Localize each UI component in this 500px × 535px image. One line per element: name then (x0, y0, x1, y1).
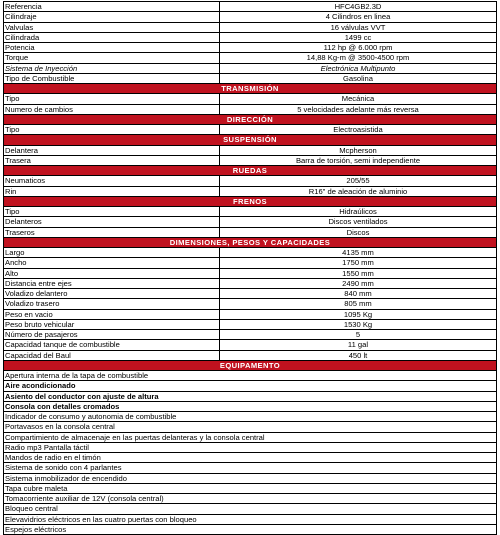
equipment-item (3, 484, 497, 494)
spec-row (3, 74, 497, 84)
equipment-label: Consola con detalles cromados (5, 401, 120, 411)
equipment-label: Radio mp3 Pantalla táctil (5, 442, 89, 452)
spec-label: Tipo (4, 207, 220, 216)
section-title: EQUIPAMENTO (219, 360, 281, 370)
spec-row (3, 330, 497, 340)
spec-value: 5 velocidades adelante más reversa (297, 104, 419, 114)
spec-row (3, 248, 497, 258)
spec-label: Tipo (4, 125, 220, 134)
spec-row (3, 187, 497, 197)
equipment-label: Asiento del conductor con ajuste de altura (5, 391, 159, 401)
spec-row (3, 340, 497, 350)
spec-row (3, 207, 497, 217)
equipment-item (3, 515, 497, 525)
spec-value: Electroasistida (333, 125, 383, 134)
equipment-label: Indicador de consumo y autonomia de combustible (5, 412, 177, 421)
equipment-item (3, 381, 497, 391)
spec-row (3, 289, 497, 299)
spec-value: Discos (346, 227, 370, 237)
spec-row (3, 269, 497, 279)
equipment-item (3, 402, 497, 412)
spec-row (3, 320, 497, 330)
spec-row (3, 351, 497, 361)
spec-label: Capacidad del Baul (4, 351, 220, 360)
equipment-item (3, 443, 497, 453)
spec-row (3, 228, 497, 238)
spec-value: 4 Cilindros en linea (325, 12, 391, 22)
spec-label: Numero de cambios (4, 105, 220, 114)
spec-value: 14,88 Kg-m @ 3500-4500 rpm (306, 53, 410, 63)
spec-row (3, 156, 497, 166)
spec-row (3, 12, 497, 22)
spec-value: 16 válvulas VVT (330, 22, 386, 32)
spec-row (3, 23, 497, 33)
equipment-item (3, 422, 497, 432)
equipment-item (3, 494, 497, 504)
section-title: FRENOS (232, 196, 268, 206)
equipment-label: Apertura interna de la tapa de combustible (5, 371, 149, 380)
spec-value: Hidraúlicos (339, 207, 377, 216)
spec-label: Largo (4, 248, 220, 257)
spec-label: Sistema de Inyección (4, 64, 220, 73)
spec-value: 1499 cc (344, 32, 372, 42)
spec-value: Electrónica Multipunto (320, 63, 396, 73)
section-title: DIMENSIONES, PESOS Y CAPACIDADES (169, 237, 331, 247)
equipment-label: Sistema inmobilizador de encendido (5, 473, 127, 483)
spec-label: Tipo (4, 94, 220, 103)
spec-label: Cilindrada (4, 33, 220, 42)
spec-value: 840 mm (344, 289, 372, 298)
section-header (3, 84, 497, 94)
spec-label: Tipo de Combustible (4, 74, 220, 83)
spec-row (3, 279, 497, 289)
spec-row (3, 105, 497, 115)
spec-label: Traseros (4, 228, 220, 237)
spec-label: Valvulas (4, 23, 220, 32)
spec-label: Referencia (4, 2, 220, 11)
spec-label: Trasera (4, 156, 220, 165)
spec-value: 205/55 (346, 176, 370, 186)
spec-value: Mcpherson (339, 145, 377, 155)
spec-row (3, 217, 497, 227)
equipment-label: Mandos de radio en el timón (5, 453, 101, 462)
equipment-item (3, 433, 497, 443)
equipment-item (3, 525, 497, 535)
spec-row (3, 299, 497, 309)
section-header (3, 197, 497, 207)
spec-label: Potencia (4, 43, 220, 52)
spec-label: Peso bruto vehicular (4, 320, 220, 329)
equipment-item (3, 504, 497, 514)
equipment-item (3, 412, 497, 422)
equipment-label: Compartimiento de almacenaje en las puertas delanteras y la consola central (5, 432, 265, 442)
section-header (3, 135, 497, 145)
spec-value: 1095 Kg (343, 309, 373, 319)
equipment-label: Portavasos en la consola central (5, 422, 115, 432)
spec-row (3, 64, 497, 74)
spec-value: 112 hp @ 6.000 rpm (323, 43, 393, 52)
equipment-label: Espejos eléctricos (5, 524, 67, 534)
equipment-item (3, 392, 497, 402)
spec-label: Número de pasajeros (4, 330, 220, 339)
section-title: SUSPENSIÓN (223, 135, 277, 145)
section-title: DIRECCIÓN (226, 114, 274, 124)
spec-value: Discos ventilados (328, 217, 388, 227)
spec-label: Capacidad tanque de combustible (4, 340, 220, 349)
spec-value: Gasolina (343, 73, 373, 83)
section-title: RUEDAS (232, 166, 268, 175)
spec-value: R16" de aleación de aluminio (308, 186, 408, 196)
section-header (3, 115, 497, 125)
equipment-label: Tapa cubre maleta (5, 483, 68, 493)
spec-row (3, 33, 497, 43)
equipment-item (3, 371, 497, 381)
spec-row (3, 146, 497, 156)
section-header (3, 238, 497, 248)
spec-row (3, 53, 497, 63)
equipment-label: Tomacorriente auxiliar de 12V (consola central) (5, 494, 164, 503)
equipment-item (3, 453, 497, 463)
equipment-label: Sistema de sonido con 4 parlantes (5, 463, 122, 473)
spec-value: Mecánica (341, 94, 375, 104)
spec-label: Cilindraje (4, 12, 220, 21)
spec-label: Neumaticos (4, 176, 220, 185)
equipment-label: Aire acondicionado (5, 381, 76, 391)
spec-row (3, 176, 497, 186)
spec-label: Rin (4, 187, 220, 196)
equipment-item (3, 463, 497, 473)
spec-row (3, 94, 497, 104)
spec-row (3, 43, 497, 53)
spec-label: Alto (4, 269, 220, 278)
spec-row (3, 258, 497, 268)
spec-row (3, 125, 497, 135)
section-header (3, 166, 497, 176)
spec-label: Delantera (4, 146, 220, 155)
spec-value: 450 lt (348, 350, 368, 360)
section-title: TRANSMISIÓN (221, 84, 279, 93)
spec-row (3, 310, 497, 320)
spec-value: 2490 mm (342, 278, 374, 288)
section-header (3, 361, 497, 371)
spec-label: Voladizo delantero (4, 289, 220, 298)
equipment-label: Bloqueo central (5, 504, 58, 514)
spec-label: Torque (4, 53, 220, 62)
spec-label: Ancho (4, 258, 220, 267)
spec-value: 5 (355, 330, 361, 339)
equipment-label: Elevavidrios eléctricos en las cuatro puertas con bloqueo (5, 514, 197, 524)
spec-value: 1530 Kg (343, 319, 373, 329)
spec-value: 11 gal (347, 340, 369, 350)
spec-label: Delanteros (4, 217, 220, 226)
spec-label: Voladizo trasero (4, 299, 220, 308)
spec-value: HFC4GB2.3D (334, 2, 382, 11)
spec-value: 805 mm (344, 299, 372, 309)
spec-value: Barra de torsión, semi independiente (295, 155, 421, 165)
spec-value: 1750 mm (342, 258, 374, 268)
spec-sheet-table (3, 1, 497, 535)
spec-label: Distancia entre ejes (4, 279, 220, 288)
spec-value: 1550 mm (342, 268, 374, 278)
spec-row (3, 1, 497, 12)
equipment-item (3, 474, 497, 484)
spec-label: Peso en vacio (4, 310, 220, 319)
spec-value: 4135 mm (342, 248, 374, 257)
